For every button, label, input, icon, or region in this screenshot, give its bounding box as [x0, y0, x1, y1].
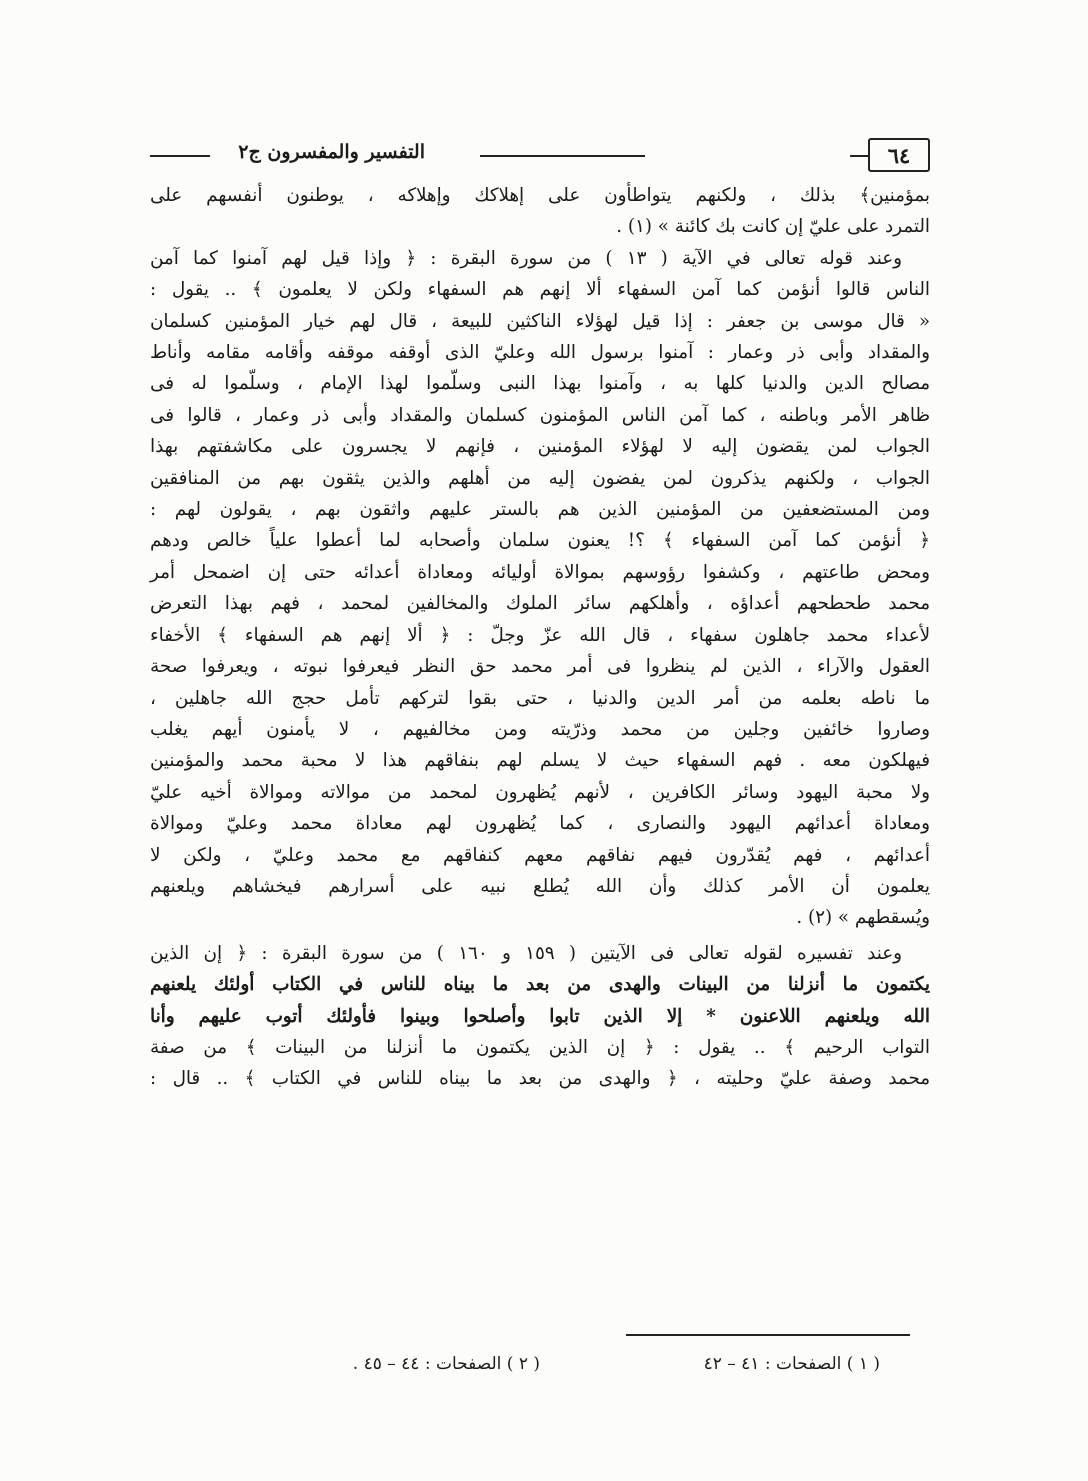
text-line: ما ناطه بعلمه من أمر الدين والدنيا ، حتى بقوا لتركهم تأمل حجج الله جاهلين ، [150, 687, 930, 709]
text-line: ﴿ أنؤمن كما آمن السفهاء ﴾ ؟! يعنون سلمان وأصحابه لما أعطوا علياً خالص ودهم [150, 530, 930, 552]
text-line: محمد طحطحهم أعداؤه ، وأهلكهم سائر الملوك والمخالفين لمحمد ، فهم بهذا التعرض [150, 593, 930, 615]
text-line: ومحض طاعتهم ، وكشفوا رؤوسهم بموالاة أوليائه ومعاداة أعدائه حتى إن اضمحل أمر [150, 561, 930, 583]
header-rule-middle [480, 155, 645, 157]
footnotes [300, 1354, 880, 1380]
text-line: وعند تفسيره لقوله تعالى فى الآيتين ( ١٥٩ و ١٦٠ ) من سورة البقرة : ﴿ إن الذين [150, 942, 903, 964]
text-line: ومعاداة أعدائهم اليهود والنصارى ، كما يُظهرون لهم معاداة محمد وعليّ وموالاة [150, 813, 930, 835]
text-line: الله ويلعنهم اللاعنون * إلا الذين تابوا وأصلحوا وبينوا فأولئك أتوب عليهم وأنا [150, 1005, 930, 1027]
text-line: التواب الرحيم ﴾ .. يقول : ﴿ إن الذين يكتمون ما أنزلنا من البينات ﴾ من صفة [150, 1036, 930, 1058]
text-line: يكتمون ما أنزلنا من البينات والهدى من بعد ما بيناه للناس في الكتاب أولئك يلعنهم [150, 974, 930, 996]
text-line: ومن المستضعفين من المؤمنين الذين هم بالستر عليهم واثقون بهم ، يقولون لهم : [150, 499, 930, 521]
text-line: بمؤمنين﴾ بذلك ، ولكنهم يتواطأون على إهلاكك وإهلاكه ، يوطنون أنفسهم على [150, 185, 930, 206]
running-title: التفسير والمفسرون ج٢ [238, 141, 425, 163]
text-line: مصالح الدين والدنيا كلها به ، وآمنوا بهذا النبى وسلّموا لهذا الإمام ، وسلّموا له فى [150, 373, 930, 395]
text-line: لأعداء محمد جاهلون سفهاء ، قال الله عزّ وجلّ : ﴿ ألا إنهم هم السفهاء ﴾ الأخفاء [150, 624, 930, 646]
page-header [150, 138, 930, 178]
text-line: الجواب لمن يقضون إليه لا لهؤلاء المؤمنين ، فإنهم لا يجسرون على مكاشفتهم بهذا [150, 436, 930, 458]
body-text [150, 180, 930, 1095]
text-line: فيهلكون معه . فهم السفهاء حيث لا يسلم لهم بنفاقهم هذا لا محبة محمد والمؤمنين [150, 750, 930, 772]
text-line: أعدائهم ، فهم يُقدّرون فيهم نفاقهم معهم كنفاقهم مع محمد وعليّ ، ولكن لا [150, 844, 930, 866]
text-line: الجواب ، ولكنهم يذكرون لمن يفضون إليه من أهلهم والذين يثقون بهم من المنافقين [150, 467, 930, 489]
footnote-separator [626, 1334, 910, 1336]
text-line: وصاروا خائفين وجلين من محمد وذرّيته ومن مخالفيهم ، لا يأمنون أيهم يغلب [150, 718, 930, 740]
text-line: محمد وصفة عليّ وحليته ، ﴿ والهدى من بعد ما بيناه للناس في الكتاب ﴾ .. قال : [150, 1068, 930, 1090]
text-line: ولا محبة اليهود وسائر الكافرين ، لأنهم يُظهرون لمحمد من موالاته وموالاة أخيه عليّ [150, 781, 930, 803]
text-line: الناس قالوا أنؤمن كما آمن السفهاء ألا إنهم هم السفهاء ولكن لا يعلمون ﴾ .. يقول : [150, 279, 930, 301]
text-line: والمقداد وأبى ذر وعمار : آمنوا برسول الله وعليّ الذى أوقفه موقفه وأقامه مقامه وأناط [150, 342, 930, 364]
footnote-1: ( ١ ) الصفحات : ٤١ – ٤٢ [703, 1354, 880, 1374]
text-line: ظاهر الأمر وباطنه ، كما آمن الناس المؤمنون كسلمان والمقداد وأبى ذر وعمار ، قالوا فى [150, 404, 930, 426]
page-number: ٦٤ [868, 138, 930, 172]
text-line: وعند قوله تعالى في الآية ( ١٣ ) من سورة البقرة : ﴿ وإذا قيل لهم آمنوا كما آمن [150, 247, 903, 269]
text-line: يعلمون أن الأمر كذلك وأن الله يُطلع نبيه على أسرارهم فيخشاهم ويلعنهم [150, 875, 930, 897]
text-line: التمرد على عليّ إن كانت بك كائنة » (١) . [616, 216, 930, 238]
header-rule-left [150, 155, 210, 157]
text-line: ويُسقطهم » (٢) . [796, 907, 930, 929]
header-rule-right [850, 155, 870, 157]
footnote-2: ( ٢ ) الصفحات : ٤٤ – ٤٥ . [352, 1354, 540, 1374]
text-line: « قال موسى بن جعفر : إذا قيل لهؤلاء الناكثين للبيعة ، قال لهم خيار المؤمنين كسلمان [150, 310, 930, 332]
text-line: العقول والآراء ، الذين لم ينظروا فى أمر محمد حق النظر فيعرفوا نبوته ، ويعرفوا صحة [150, 656, 930, 678]
